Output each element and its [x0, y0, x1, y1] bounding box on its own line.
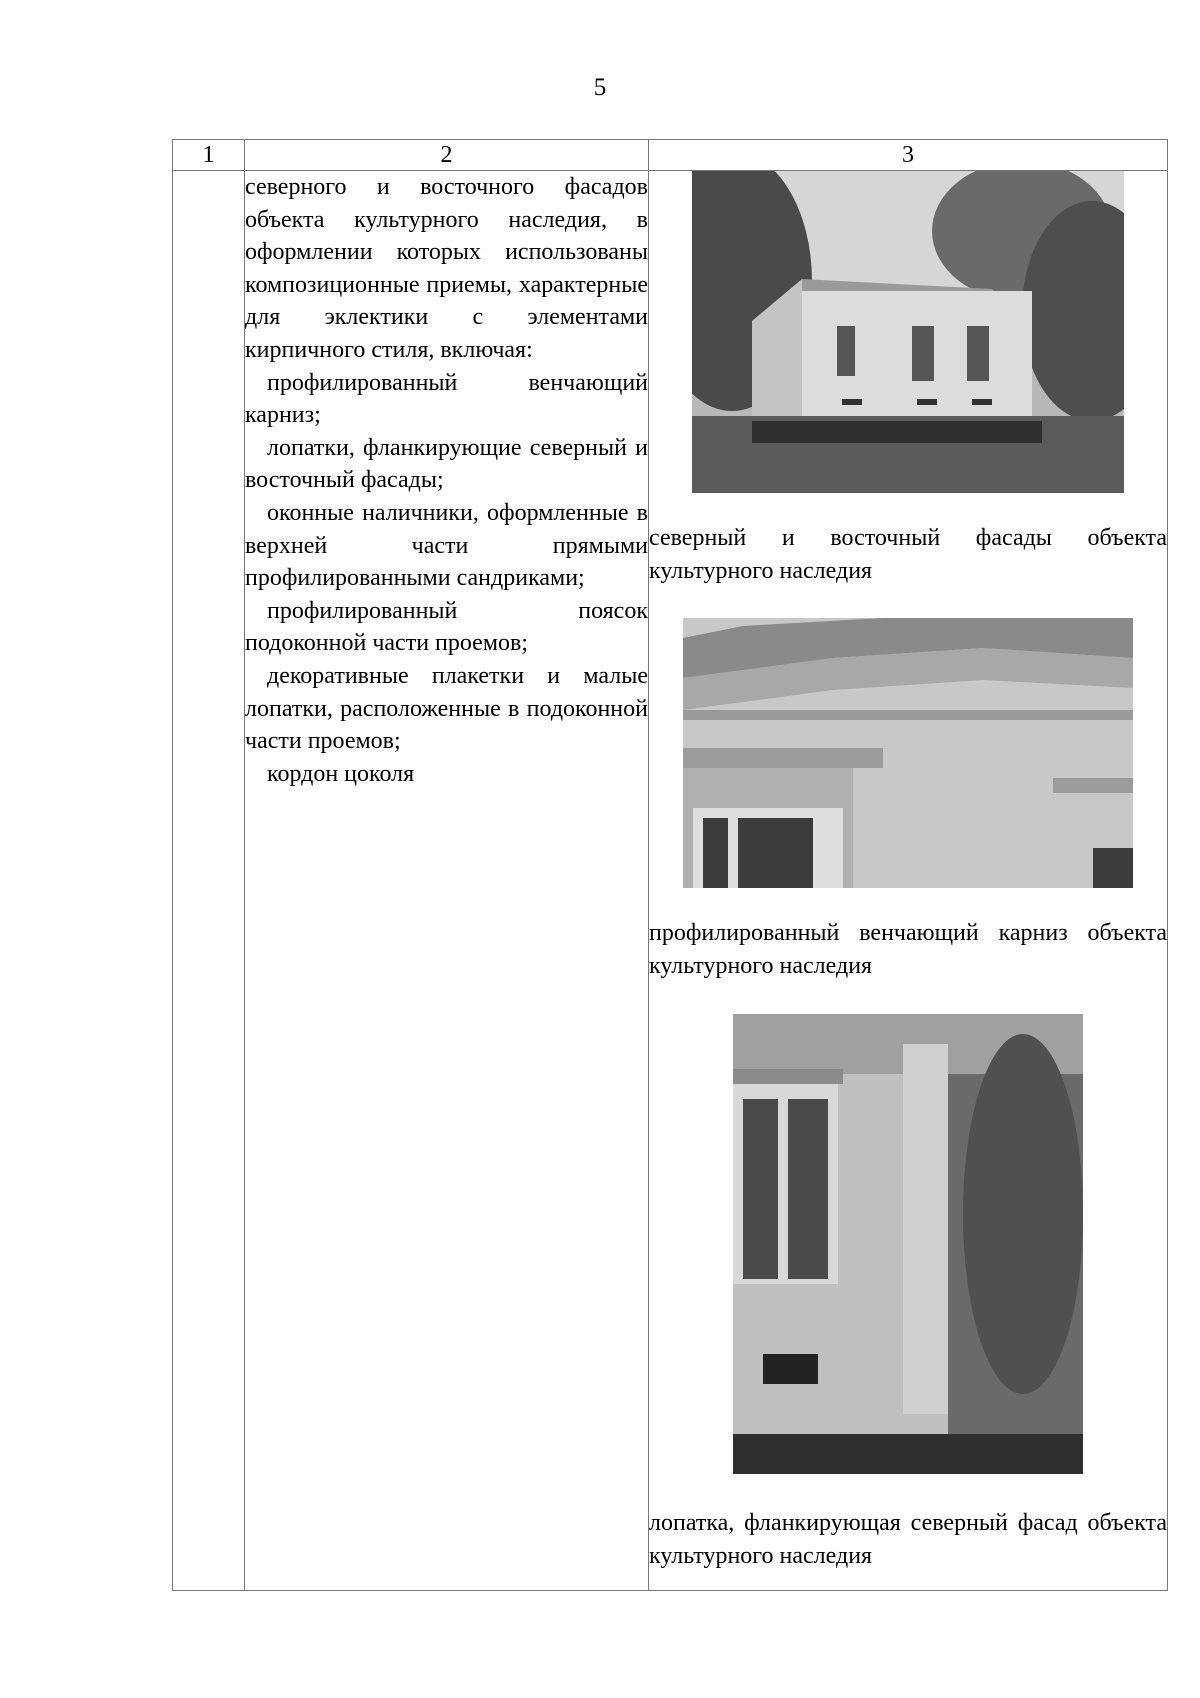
list-item: кордон цоколя [267, 760, 415, 787]
column-header-3: 3 [649, 140, 1168, 171]
facade-photo [692, 171, 1124, 493]
pilaster-photo [733, 1014, 1083, 1474]
description-cell [245, 171, 649, 1591]
description-intro: северного и восточного фасадов объекта культурного наследия, в оформлении которых использованы композиционные приемы, характерные для эклектики с элементами кирпичного стиля, включая: [245, 174, 648, 363]
column-header-2: 2 [245, 140, 649, 171]
object-table [172, 139, 1168, 1591]
header-row [173, 140, 1168, 171]
photo-cell [649, 171, 1168, 1591]
list-item: оконные наличники, оформленные в верхней части прямыми профилированными сандриками; [245, 499, 648, 592]
list-item: декоративные плакетки и малые лопатки, расположенные в подоконной части проемов; [245, 662, 648, 755]
empty-number-cell [173, 171, 245, 1591]
page-number: 5 [593, 74, 607, 101]
table-row [173, 171, 1168, 1591]
list-item: профилированный венчающий карниз; [245, 369, 648, 429]
list-item: профилированный поясок подоконной части проемов; [245, 597, 648, 657]
photo-caption: профилированный венчающий карниз объекта культурного наследия [649, 920, 1167, 979]
column-header-1: 1 [173, 140, 245, 171]
photo-caption: северный и восточный фасады объекта культурного наследия [649, 525, 1167, 584]
photo-caption: лопатка, фланкирующая северный фасад объекта культурного наследия [649, 1510, 1167, 1569]
list-item: лопатки, фланкирующие северный и восточный фасады; [245, 434, 648, 494]
cornice-photo [683, 618, 1133, 888]
